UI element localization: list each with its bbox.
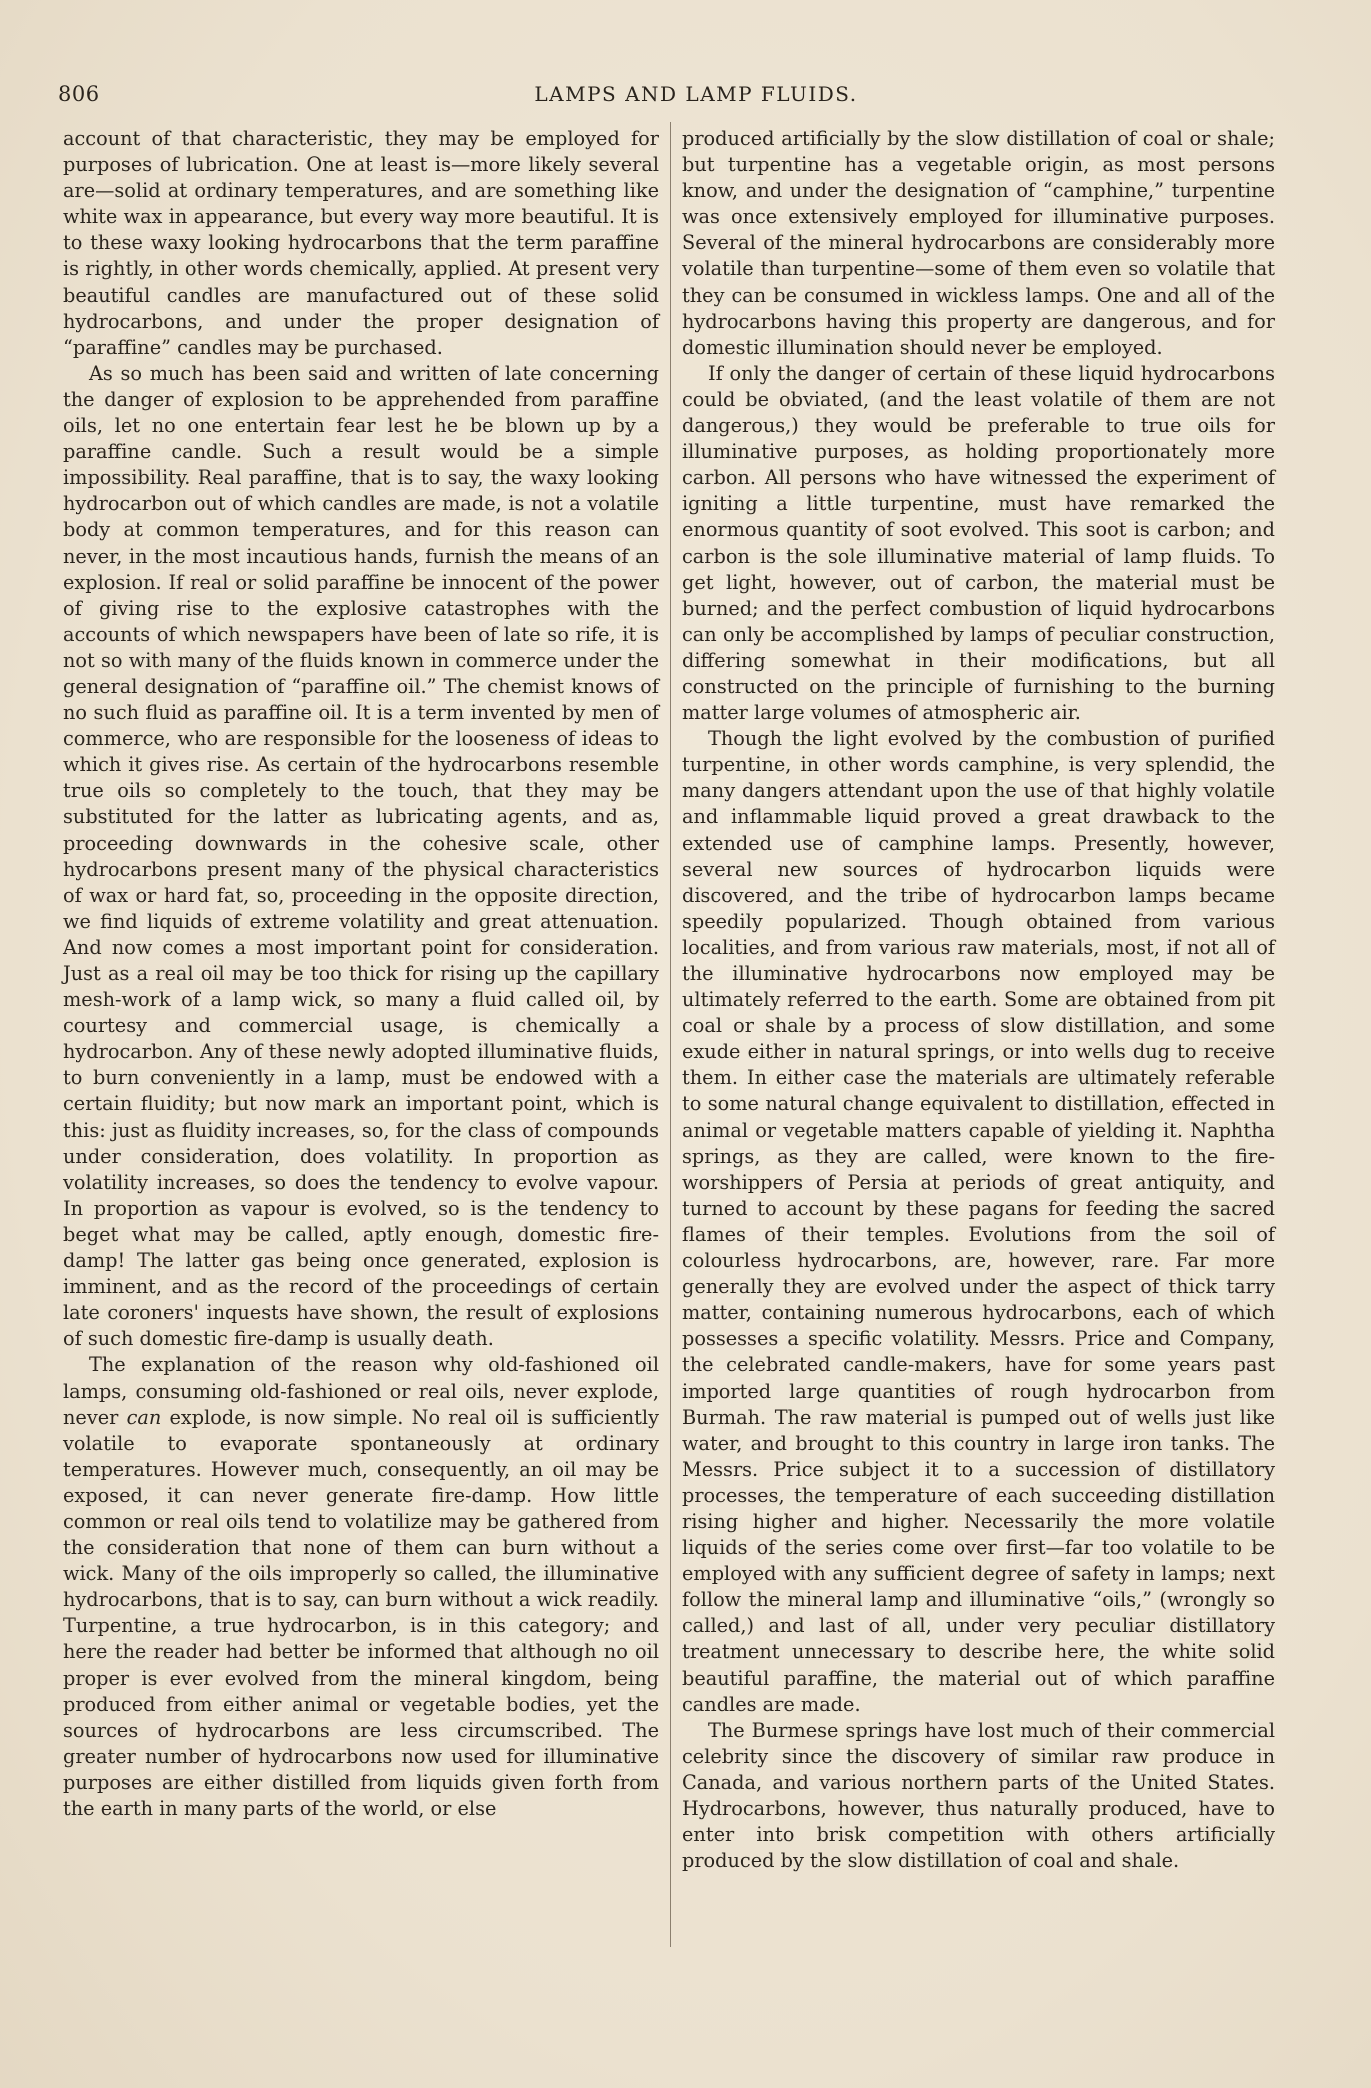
left-paragraph-2: As so much has been said and written of late concerning the danger of explosion to be apprehended from paraffine oils, let no one entertain fear lest he be blown up by a paraffine candle. Such a result would be a simple impossibility. Real paraffine, that is to say, the waxy looking hydrocarbon out of which candles are made, is not a volatile body at common temperatures, and for this reason can never, in the most incautious hands, furnish the means of an explosion. If real or solid paraffine be innocent of the power of giving rise to the explosive catastrophes with the accounts of which newspapers have been of late so rife, it is not so with many of the fluids known in commerce under the general designation of “paraffine oil.” The chemist knows of no such fluid as paraffine oil. It is a term invented by men of commerce, who are responsible for the looseness of ideas to which it gives rise. As certain of the hydrocarbons resemble true oils so completely to the touch, that they may be substituted for the latter as lubricating agents, and as, proceeding downwards in the cohesive scale, other hydrocarbons present many of the physical characteristics of wax or hard fat, so, proceeding in the opposite direction, we find liquids of extreme volatility and great attenuation. And now comes a most important point for consideration. Just as a real oil may be too thick for rising up the capillary mesh-work of a lamp wick, so many a fluid called oil, by courtesy and commercial usage, is chemically a hydrocarbon. Any of these newly adopted illuminative fluids, to burn conveniently in a lamp, must be endowed with a certain fluidity; but now mark an important point, which is this: just as fluidity increases, so, for the class of compounds under consideration, does volatility. In proportion as volatility increases, so does the tendency to evolve vapour. In proportion as vapour is evolved, so is the tendency to beget what may be called, aptly enough, domestic fire-damp! The latter gas being once generated, explosion is imminent, and as the record of the proceedings of certain late coroners' inquests have shown, the result of explosions of such domestic fire-damp is usually death. — [63, 361, 659, 1351]
left-paragraph-1: account of that characteristic, they may be employed for purposes of lubrication. One at least is—more likely several are—solid at ordinary temperatures, and are something like white wax in appearance, but every way more beautiful. It is to these waxy looking hydrocarbons that the term paraffine is rightly, in other words chemically, applied. At present very beautiful candles are manufactured out of these solid hydrocarbons, and under the proper designation of “paraffine” candles may be purchased. — [63, 127, 659, 359]
page-number: 806 — [58, 82, 100, 106]
right-column — [682, 126, 1275, 1874]
left-paragraph-3-part-2: explode, is now simple. No real oil is sufficiently volatile to evaporate spontaneously at ordinary temperatures. However much, consequently, an oil may be exposed, it can never generate fire-damp. How little common or real oils tend to volatilize may be gathered from the consideration that none of them can burn without a wick. Many of the oils improperly so called, the illuminative hydrocarbons, that is to say, can burn without a wick readily. Turpentine, a true hydrocarbon, is in this category; and here the reader had better be informed that although no oil proper is ever evolved from the mineral kingdom, being produced from either animal or vegetable bodies, yet the sources of hydrocarbons are less circumscribed. The greater number of hydrocarbons now used for illuminative purposes are either distilled from liquids given forth from the earth in many parts of the world, or else — [63, 1405, 659, 1820]
left-paragraph-3-part-1: The explanation of the reason why old-fashioned oil lamps, consuming old-fashioned or real oils, never explode, never — [63, 1353, 659, 1429]
right-paragraph-4: The Burmese springs have lost much of their commercial celebrity since the discovery of similar raw produce in Canada, and various northern parts of the United States. Hydrocarbons, however, thus naturally produced, have to enter into brisk competition with others artificially produced by the slow distillation of coal and shale. — [682, 1718, 1275, 1873]
right-paragraph-1: produced artificially by the slow distillation of coal or shale; but turpentine has a vegetable origin, as most persons know, and under the designation of “camphine,” turpentine was once extensively employed for illuminative purposes. Several of the mineral hydrocarbons are considerably more volatile than turpentine—some of them even so volatile that they can be consumed in wickless lamps. One and all of the hydrocarbons having this property are dangerous, and for domestic illumination should never be employed. — [682, 127, 1275, 359]
left-paragraph-3 — [63, 1352, 659, 1822]
running-title: LAMPS AND LAMP FLUIDS. — [534, 82, 858, 106]
left-column — [63, 126, 659, 1822]
right-paragraph-3: Though the light evolved by the combustion of purified turpentine, in other words camphine, is very splendid, the many dangers attendant upon the use of that highly volatile and inflammable liquid proved a great drawback to the extended use of camphine lamps. Presently, however, several new sources of hydrocarbon liquids were discovered, and the tribe of hydrocarbon lamps became speedily popularized. Though obtained from various localities, and from various raw materials, most, if not all of the illuminative hydrocarbons now employed may be ultimately referred to the earth. Some are obtained from pit coal or shale by a process of slow distillation, and some exude either in natural springs, or into wells dug to receive them. In either case the materials are ultimately referable to some natural change equivalent to distillation, effected in animal or vegetable matters capable of yielding it. Naphtha springs, as they are called, were known to the fire-worshippers of Persia at periods of great antiquity, and turned to account by these pagans for feeding the sacred flames of their temples. Evolutions from the soil of colourless hydrocarbons, are, however, rare. Far more generally they are evolved under the aspect of thick tarry matter, containing numerous hydrocarbons, each of which possesses a specific volatility. Messrs. Price and Company, the celebrated candle-makers, have for some years past imported large quantities of rough hydrocarbon from Burmah. The raw material is pumped out of wells just like water, and brought to this country in large iron tanks. The Messrs. Price subject it to a succession of distillatory processes, the temperature of each succeeding distillation rising higher and higher. Necessarily the more volatile liquids of the series come over first—far too volatile to be employed with any sufficient degree of safety in lamps; next follow the mineral lamp and illuminative “oils,” (wrongly so called,) and last of all, under very peculiar distillatory treatment unnecessary to describe here, the white solid beautiful paraffine, the material out of which paraffine candles are made. — [682, 727, 1275, 1716]
column-divider — [670, 122, 671, 1947]
right-paragraph-2: If only the danger of certain of these liquid hydrocarbons could be obviated, (and the least volatile of them are not dangerous,) they would be preferable to true oils for illuminative purposes, as holding proportionately more carbon. All persons who have witnessed the experiment of igniting a little turpentine, must have remarked the enormous quantity of soot evolved. This soot is carbon; and carbon is the sole illuminative material of lamp fluids. To get light, however, out of carbon, the material must be burned; and the perfect combustion of liquid hydrocarbons can only be accomplished by lamps of peculiar construction, differing somewhat in their modifications, but all constructed on the principle of furnishing to the burning matter large volumes of atmospheric air. — [682, 361, 1275, 725]
page-header — [56, 82, 1296, 114]
left-paragraph-3-italic: can — [126, 1405, 162, 1429]
